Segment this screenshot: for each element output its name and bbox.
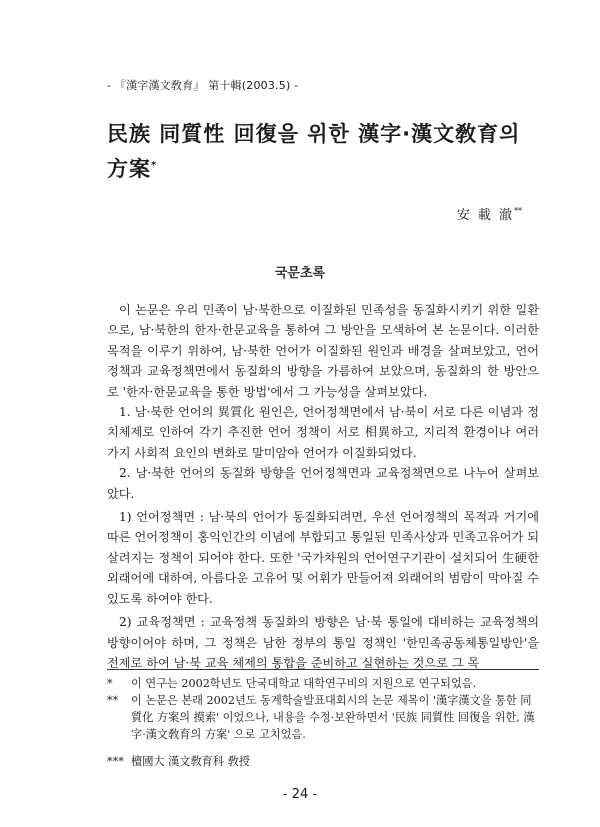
author-name: 安 載 澈 — [456, 208, 514, 223]
running-head: - 『漢字漢文敎育』 第十輯(2003.5) - — [107, 79, 299, 92]
footnote — [107, 692, 539, 743]
author — [457, 204, 522, 223]
author-affiliation — [107, 753, 539, 770]
footnote-symbol: ** — [107, 694, 119, 707]
abstract-paragraph: 1) 언어정책면 : 남·북의 언어가 동질화되려면, 우선 언어정책의 목적과 거기에 따른 언어정책이 홍익인간의 이념에 부합되고 통일된 민족사상과 민족고유어가 되살려지는 정책이 되어야 한다. 또한 '국가차원의 언어연구기관이 설치되어 生硬한 외래어에 대하여, 아름다운 고유어 및 어휘가 만들어져 외래어의 범람이 막아질 수 있도록 하여야 한다. — [107, 510, 539, 606]
title-line-1: 民族 同質性 回復을 위한 漢字·漢文敎育의 — [107, 122, 521, 146]
footnote — [107, 675, 539, 692]
footnote-symbol: * — [107, 677, 113, 690]
title-line-2-text: 方案 — [107, 157, 151, 181]
abstract-paragraph: 이 논문은 우리 민족이 남·북한으로 이질화된 민족성을 동질화시키기 위한 일환으로, 남·북한의 한자·한문교육을 통하여 그 방안을 모색하여 본 논문이다. 이러한 목적을 이루기 위하여, 남·북한 언어가 이질화된 원인과 배경을 살펴보았고, 언어정책과 교육정책면에서 동질화의 방향을 가름하여 보았으며, 동질화의 한 방안으로 '한자·한문교육을 통한 방법'에서 그 가능성을 살펴보았다. — [107, 303, 539, 399]
page-number: - 24 - — [282, 787, 318, 802]
abstract-heading: 국문초록 — [274, 266, 326, 281]
footnotes — [107, 675, 539, 770]
title-footnote-mark: * — [151, 160, 158, 171]
footnote-divider — [107, 669, 539, 670]
footnote-text: 이 연구는 2002학년도 단국대학교 대학연구비의 지원으로 연구되었음. — [131, 677, 477, 690]
abstract-paragraph: 1. 남·북한 언어의 異質化 원인은, 언어정책면에서 남·북이 서로 다른 이념과 정치체제로 인하여 각기 추진한 언어 정책이 서로 相異하고, 지리적 환경이나 여러 가지 사회적 요인의 변화로 말미암아 언어가 이질화되었다. — [107, 405, 539, 460]
footnote-text: 檀國大 漢文敎育科 敎授 — [131, 755, 250, 768]
abstract-paragraph: 2. 남·북한 언어의 동질화 방향을 언어정책면과 교육정책면으로 나누어 살펴보았다. — [107, 466, 539, 501]
footnote-symbol: *** — [107, 755, 124, 768]
abstract-body — [107, 300, 539, 673]
title-line-2 — [107, 150, 547, 185]
footnote-text: 이 논문은 본래 2002년도 동계학술발표대회시의 논문 제목이 '漢字漢文을 통한 同質化 方案의 摸索' 이었으나, 내용을 수정·보완하면서 '民族 同質性 回復을 위한, 漢字·漢文敎育의 方案' 으로 고치었음. — [131, 694, 535, 741]
author-footnote-mark: ** — [514, 206, 522, 216]
article-title — [107, 118, 547, 185]
abstract-paragraph: 2) 교육정책면 : 교육정책 동질화의 방향은 남·북 통일에 대비하는 교육정책의 방향이어야 하며, 그 정책은 남한 정부의 통일 정책인 '한민족공동체통일방안'을 전제로 하여 남·북 교육 체제의 통합을 준비하고 실현하는 것으로 그 목 — [107, 615, 539, 670]
